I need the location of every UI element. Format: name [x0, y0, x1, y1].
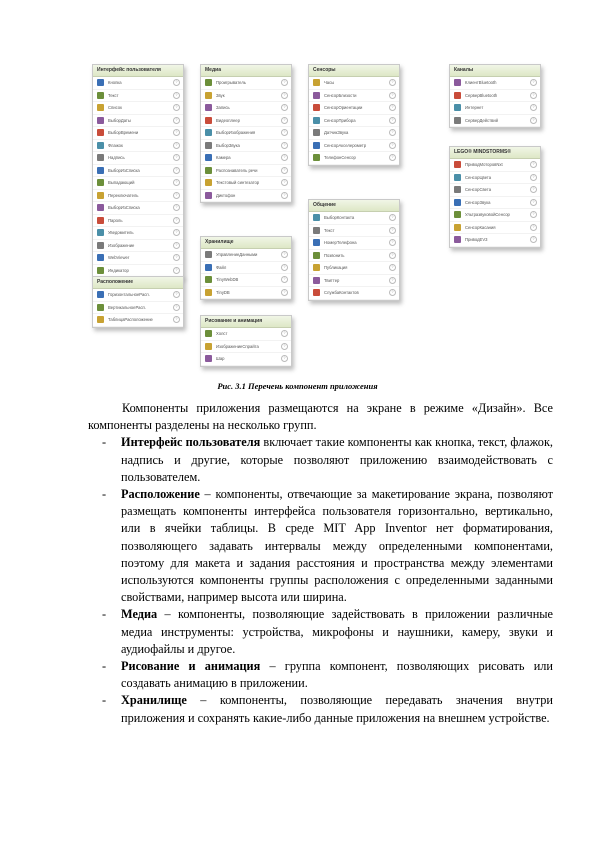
help-icon[interactable]: ?	[173, 154, 180, 161]
component-icon	[313, 289, 320, 296]
component-label: Распознаватель речи	[216, 167, 258, 173]
list-dash: -	[102, 607, 107, 622]
component-icon	[313, 104, 320, 111]
help-icon[interactable]: ?	[530, 161, 537, 168]
help-icon[interactable]: ?	[530, 174, 537, 181]
component-label: ТаблицаРасположение	[108, 317, 153, 323]
component-item[interactable]	[93, 314, 183, 327]
component-item[interactable]	[450, 172, 540, 185]
list-dash: -	[102, 659, 107, 674]
component-item[interactable]	[93, 165, 183, 178]
component-icon	[205, 117, 212, 124]
component-label: ВыборИзСписка	[108, 167, 140, 173]
panel-title: Медиа	[201, 65, 291, 77]
component-label: ВыборИзображения	[216, 130, 256, 136]
component-item[interactable]	[450, 222, 540, 235]
component-label: Видеоплеер	[216, 117, 240, 123]
component-icon	[454, 236, 461, 243]
panel-drawing	[200, 315, 292, 367]
component-label: Выпадающий	[108, 180, 135, 186]
component-label: ВыборЗвука	[216, 142, 240, 148]
component-label: Часы	[324, 80, 335, 86]
component-icon	[313, 79, 320, 86]
component-icon	[97, 104, 104, 111]
component-icon	[454, 211, 461, 218]
component-label: Камера	[216, 155, 231, 161]
intro-paragraph: Компоненты приложения размещаются на экране в режиме «Дизайн». Все компоненты разделены на несколько групп.	[88, 401, 553, 433]
help-icon[interactable]: ?	[281, 104, 288, 111]
component-icon	[205, 167, 212, 174]
help-icon[interactable]: ?	[530, 224, 537, 231]
help-icon[interactable]: ?	[281, 154, 288, 161]
component-label: ТinyWebDB	[216, 277, 239, 283]
panel-title: LEGO® MINDSTORMS®	[450, 147, 540, 159]
component-item[interactable]	[93, 289, 183, 302]
panel-storage	[200, 236, 292, 300]
panel-rows	[201, 77, 291, 202]
help-icon[interactable]: ?	[173, 179, 180, 186]
component-icon	[205, 289, 212, 296]
help-icon[interactable]: ?	[173, 92, 180, 99]
component-item[interactable]	[93, 240, 183, 253]
help-icon[interactable]: ?	[389, 277, 396, 284]
component-icon	[205, 264, 212, 271]
help-icon[interactable]: ?	[389, 154, 396, 161]
component-icon	[205, 251, 212, 258]
component-icon	[97, 229, 104, 236]
help-icon[interactable]: ?	[173, 304, 180, 311]
component-item[interactable]	[309, 225, 399, 238]
component-icon	[205, 343, 212, 350]
list-item	[88, 692, 553, 726]
help-icon[interactable]: ?	[530, 211, 537, 218]
list-dash: -	[102, 693, 107, 708]
component-icon	[97, 192, 104, 199]
help-icon[interactable]: ?	[389, 104, 396, 111]
component-icon	[205, 92, 212, 99]
component-icon	[97, 117, 104, 124]
component-icon	[454, 224, 461, 231]
list-text: – компоненты, позволяющие задействовать в приложении различные медиа инструменты: устройства, микрофоны и наушники, камеру, звуки и аудиофайлы и другое.	[121, 607, 553, 656]
component-item[interactable]	[309, 262, 399, 275]
component-icon	[97, 291, 104, 298]
help-icon[interactable]: ?	[530, 92, 537, 99]
panel-title: Расположение	[93, 277, 183, 289]
component-item[interactable]	[201, 127, 291, 140]
component-label: СенсорОриентации	[324, 105, 363, 111]
help-icon[interactable]: ?	[281, 330, 288, 337]
component-icon	[97, 204, 104, 211]
help-icon[interactable]: ?	[281, 192, 288, 199]
component-item[interactable]	[93, 152, 183, 165]
component-label: ДатчикЗвука	[324, 130, 349, 136]
panel-rows	[450, 77, 540, 127]
component-icon	[454, 79, 461, 86]
component-icon	[313, 117, 320, 124]
help-icon[interactable]: ?	[281, 142, 288, 149]
component-icon	[313, 92, 320, 99]
component-item[interactable]	[201, 353, 291, 366]
component-icon	[97, 79, 104, 86]
component-label: ВыборДаты	[108, 117, 131, 123]
list-dash: -	[102, 435, 107, 450]
component-item[interactable]	[93, 90, 183, 103]
component-figure	[0, 0, 595, 375]
help-icon[interactable]: ?	[281, 129, 288, 136]
help-icon[interactable]: ?	[281, 264, 288, 271]
component-label: Звук	[216, 92, 225, 98]
component-item[interactable]	[201, 165, 291, 178]
component-icon	[97, 304, 104, 311]
help-icon[interactable]: ?	[389, 264, 396, 271]
component-icon	[97, 129, 104, 136]
component-icon	[313, 277, 320, 284]
component-label: СенсорЦвета	[465, 174, 492, 180]
component-label: Изображение	[108, 242, 135, 248]
help-icon[interactable]: ?	[389, 227, 396, 234]
component-item[interactable]	[201, 274, 291, 287]
component-label: Переключатель	[108, 192, 139, 198]
panel-lego	[449, 146, 541, 248]
component-item[interactable]	[201, 152, 291, 165]
list-text: – компоненты, отвечающие за макетирование экрана, позволяют размещать компоненты интерфейса пользователя горизонтально, вертикально, или в ячейки таблицы. В среде MIT App Inventor нет форматирования, позволяющего задавать интервалы между определенными компонентами, поэтому для макета и задания расстояния и пространства между элементами используются компоненты группы расположения с определенными заданными свойствами, например высота или ширина.	[121, 487, 553, 605]
component-item[interactable]	[450, 197, 540, 210]
component-label: Надпись	[108, 155, 125, 161]
component-item[interactable]	[450, 115, 540, 128]
help-icon[interactable]: ?	[281, 251, 288, 258]
list-item	[88, 606, 553, 658]
help-icon[interactable]: ?	[281, 79, 288, 86]
component-icon	[97, 142, 104, 149]
panel-social	[308, 199, 400, 301]
component-item[interactable]	[201, 140, 291, 153]
component-item[interactable]	[309, 237, 399, 250]
component-item[interactable]	[93, 252, 183, 265]
help-icon[interactable]: ?	[281, 289, 288, 296]
component-label: Текст	[324, 227, 335, 233]
component-icon	[205, 330, 212, 337]
component-label: СенсорКасания	[465, 224, 496, 230]
help-icon[interactable]: ?	[173, 142, 180, 149]
panel-rows	[201, 249, 291, 299]
component-icon	[313, 129, 320, 136]
help-icon[interactable]: ?	[530, 186, 537, 193]
list-term: Медиа	[121, 607, 158, 622]
panel-user-interface	[92, 64, 184, 278]
component-item[interactable]	[201, 287, 291, 300]
help-icon[interactable]: ?	[530, 104, 537, 111]
component-item[interactable]	[93, 177, 183, 190]
component-label: ВертикальноеРасп.	[108, 304, 146, 310]
component-icon	[313, 154, 320, 161]
component-icon	[205, 355, 212, 362]
component-label: УльтразвуковойСенсор	[465, 212, 510, 218]
component-label: КлиентBluetooth	[465, 80, 497, 86]
component-label: Проигрыватель	[216, 80, 246, 86]
panel-title: Рисование и анимация	[201, 316, 291, 328]
component-icon	[97, 254, 104, 261]
help-icon[interactable]: ?	[389, 142, 396, 149]
help-icon[interactable]: ?	[173, 229, 180, 236]
list-term: Рисование и анимация	[121, 659, 261, 674]
component-item[interactable]	[93, 140, 183, 153]
component-icon	[97, 154, 104, 161]
component-item[interactable]	[450, 234, 540, 247]
component-icon	[97, 92, 104, 99]
list-term: Расположение	[121, 487, 200, 502]
component-icon	[454, 186, 461, 193]
component-label: Твиттер	[324, 277, 340, 283]
component-icon	[454, 117, 461, 124]
help-icon[interactable]: ?	[530, 79, 537, 86]
list-dash: -	[102, 487, 107, 502]
component-item[interactable]	[309, 127, 399, 140]
component-icon	[97, 179, 104, 186]
help-icon[interactable]: ?	[389, 214, 396, 221]
component-item[interactable]	[309, 77, 399, 90]
component-icon	[454, 174, 461, 181]
help-icon[interactable]: ?	[281, 167, 288, 174]
component-item[interactable]	[201, 102, 291, 115]
help-icon[interactable]: ?	[530, 117, 537, 124]
help-icon[interactable]: ?	[173, 242, 180, 249]
list-text: включает такие компоненты как кнопка, текст, флажок, надпись и другие, которые позволяют приложению взаимодействовать с пользователем.	[121, 435, 553, 484]
help-icon[interactable]: ?	[281, 276, 288, 283]
component-icon	[313, 142, 320, 149]
component-item[interactable]	[309, 275, 399, 288]
help-icon[interactable]: ?	[281, 355, 288, 362]
panel-rows	[93, 77, 183, 277]
component-label: Список	[108, 105, 122, 111]
component-item[interactable]	[309, 90, 399, 103]
component-label: СерверДействий	[465, 117, 498, 123]
panel-title: Интерфейс пользователя	[93, 65, 183, 77]
component-item[interactable]	[201, 177, 291, 190]
component-label: ПриводEV3	[465, 237, 488, 243]
component-label: СенсорЗвука	[465, 199, 491, 205]
component-label: Диктофон	[216, 192, 236, 198]
component-item[interactable]	[450, 209, 540, 222]
component-icon	[205, 276, 212, 283]
component-icon	[205, 79, 212, 86]
panel-title: Общение	[309, 200, 399, 212]
component-label: ТелефонСенсор	[324, 155, 356, 161]
panel-layout	[92, 276, 184, 328]
list-term: Хранилище	[121, 693, 187, 708]
component-label: Индикатор	[108, 267, 129, 273]
help-icon[interactable]: ?	[389, 289, 396, 296]
component-label: СенсорСвета	[465, 187, 492, 193]
component-icon	[454, 104, 461, 111]
component-item[interactable]	[93, 127, 183, 140]
component-icon	[97, 242, 104, 249]
component-label: ИзображениеСпрайта	[216, 343, 259, 349]
help-icon[interactable]: ?	[173, 79, 180, 86]
component-item[interactable]	[201, 115, 291, 128]
component-label: ВыборКонтакта	[324, 215, 355, 221]
component-item[interactable]	[201, 90, 291, 103]
help-icon[interactable]: ?	[173, 204, 180, 211]
help-icon[interactable]: ?	[173, 316, 180, 323]
panel-media	[200, 64, 292, 203]
help-icon[interactable]: ?	[173, 217, 180, 224]
component-icon	[313, 239, 320, 246]
component-icon	[454, 92, 461, 99]
component-item[interactable]	[309, 287, 399, 300]
component-label: Текст	[108, 92, 119, 98]
help-icon[interactable]: ?	[281, 343, 288, 350]
component-label: Флажок	[108, 142, 123, 148]
component-item[interactable]	[201, 341, 291, 354]
panel-rows	[93, 289, 183, 327]
component-item[interactable]	[450, 184, 540, 197]
body-text	[88, 400, 553, 727]
component-label: УправлениеДанными	[216, 252, 258, 258]
component-icon	[97, 267, 104, 274]
component-icon	[313, 252, 320, 259]
component-item[interactable]	[309, 250, 399, 263]
component-item[interactable]	[93, 202, 183, 215]
group-list	[88, 434, 553, 726]
component-icon	[97, 217, 104, 224]
help-icon[interactable]: ?	[389, 92, 396, 99]
help-icon[interactable]: ?	[173, 117, 180, 124]
list-text: – компоненты, позволяющие передавать значения внутри приложения и сохранять какие-либо данные приложения на внешнем устройстве.	[121, 693, 553, 725]
panel-rows	[450, 159, 540, 247]
help-icon[interactable]: ?	[173, 129, 180, 136]
component-icon	[205, 104, 212, 111]
component-item[interactable]	[93, 215, 183, 228]
panel-connectivity	[449, 64, 541, 128]
panel-rows	[309, 212, 399, 300]
component-label: Позвонить	[324, 252, 345, 258]
component-item[interactable]	[309, 140, 399, 153]
component-label: WebViewer	[108, 255, 130, 261]
component-icon	[205, 142, 212, 149]
component-icon	[97, 316, 104, 323]
component-label: ГоризонтальноеРасп.	[108, 292, 150, 298]
component-label: Кнопка	[108, 80, 122, 86]
panel-rows	[309, 77, 399, 165]
list-item	[88, 434, 553, 486]
component-item[interactable]	[201, 190, 291, 203]
help-icon[interactable]: ?	[173, 254, 180, 261]
help-icon[interactable]: ?	[281, 117, 288, 124]
component-item[interactable]	[309, 102, 399, 115]
component-label: ПриводМоторовNxt	[465, 162, 503, 168]
help-icon[interactable]: ?	[389, 79, 396, 86]
component-label: Пароль	[108, 217, 123, 223]
component-item[interactable]	[201, 249, 291, 262]
component-label: СерверBluetooth	[465, 92, 498, 98]
help-icon[interactable]: ?	[281, 179, 288, 186]
component-item[interactable]	[309, 115, 399, 128]
help-icon[interactable]: ?	[281, 92, 288, 99]
component-icon	[313, 214, 320, 221]
component-label: Интернет	[465, 105, 484, 111]
component-item[interactable]	[93, 77, 183, 90]
component-label: Запись	[216, 105, 230, 111]
component-label: Уведомитель	[108, 230, 134, 236]
help-icon[interactable]: ?	[530, 236, 537, 243]
component-label: НомерТелефона	[324, 240, 357, 246]
component-label: Файл	[216, 264, 227, 270]
help-icon[interactable]: ?	[389, 129, 396, 136]
component-label: ВыборВремени	[108, 130, 139, 136]
component-icon	[205, 129, 212, 136]
panel-title: Каналы	[450, 65, 540, 77]
list-item	[88, 658, 553, 692]
panel-title: Хранилище	[201, 237, 291, 249]
component-icon	[205, 154, 212, 161]
figure-caption: Рис. 3.1 Перечень компонент приложения	[217, 381, 378, 391]
help-icon[interactable]: ?	[389, 117, 396, 124]
component-label: СенсорБлизости	[324, 92, 357, 98]
component-label: СенсорАкселерометр	[324, 142, 367, 148]
list-item	[88, 486, 553, 606]
component-label: ВыборИзСписка	[108, 205, 140, 211]
help-icon[interactable]: ?	[173, 267, 180, 274]
component-item[interactable]	[201, 262, 291, 275]
component-icon	[97, 167, 104, 174]
panel-sensors	[308, 64, 400, 166]
help-icon[interactable]: ?	[389, 239, 396, 246]
help-icon[interactable]: ?	[389, 252, 396, 259]
list-term: Интерфейс пользователя	[121, 435, 261, 450]
component-item[interactable]	[450, 102, 540, 115]
component-label: СлужбаКонтактов	[324, 290, 359, 296]
component-item[interactable]	[93, 227, 183, 240]
component-item[interactable]	[309, 152, 399, 165]
help-icon[interactable]: ?	[173, 192, 180, 199]
panel-title: Сенсоры	[309, 65, 399, 77]
component-label: Публикация	[324, 265, 348, 271]
component-label: Шар	[216, 356, 225, 362]
component-item[interactable]	[201, 328, 291, 341]
component-icon	[205, 179, 212, 186]
component-item[interactable]	[450, 77, 540, 90]
help-icon[interactable]: ?	[173, 104, 180, 111]
component-label: СенсорПрибора	[324, 117, 356, 123]
component-label: Текстовый синтезатор	[216, 180, 260, 186]
component-item[interactable]	[450, 90, 540, 103]
help-icon[interactable]: ?	[173, 291, 180, 298]
component-icon	[205, 192, 212, 199]
list-text: – группа компонент, позволяющих рисовать или создавать анимацию в приложении.	[121, 659, 553, 691]
component-icon	[313, 227, 320, 234]
component-item[interactable]	[93, 102, 183, 115]
help-icon[interactable]: ?	[173, 167, 180, 174]
help-icon[interactable]: ?	[530, 199, 537, 206]
component-item[interactable]	[93, 190, 183, 203]
component-icon	[454, 161, 461, 168]
component-label: ТinyDB	[216, 289, 230, 295]
component-item[interactable]	[450, 159, 540, 172]
component-item[interactable]	[309, 212, 399, 225]
component-icon	[454, 199, 461, 206]
component-icon	[313, 264, 320, 271]
component-item[interactable]	[201, 77, 291, 90]
component-label: Холст	[216, 331, 228, 337]
panel-rows	[201, 328, 291, 366]
component-item[interactable]	[93, 115, 183, 128]
component-item[interactable]	[93, 302, 183, 315]
